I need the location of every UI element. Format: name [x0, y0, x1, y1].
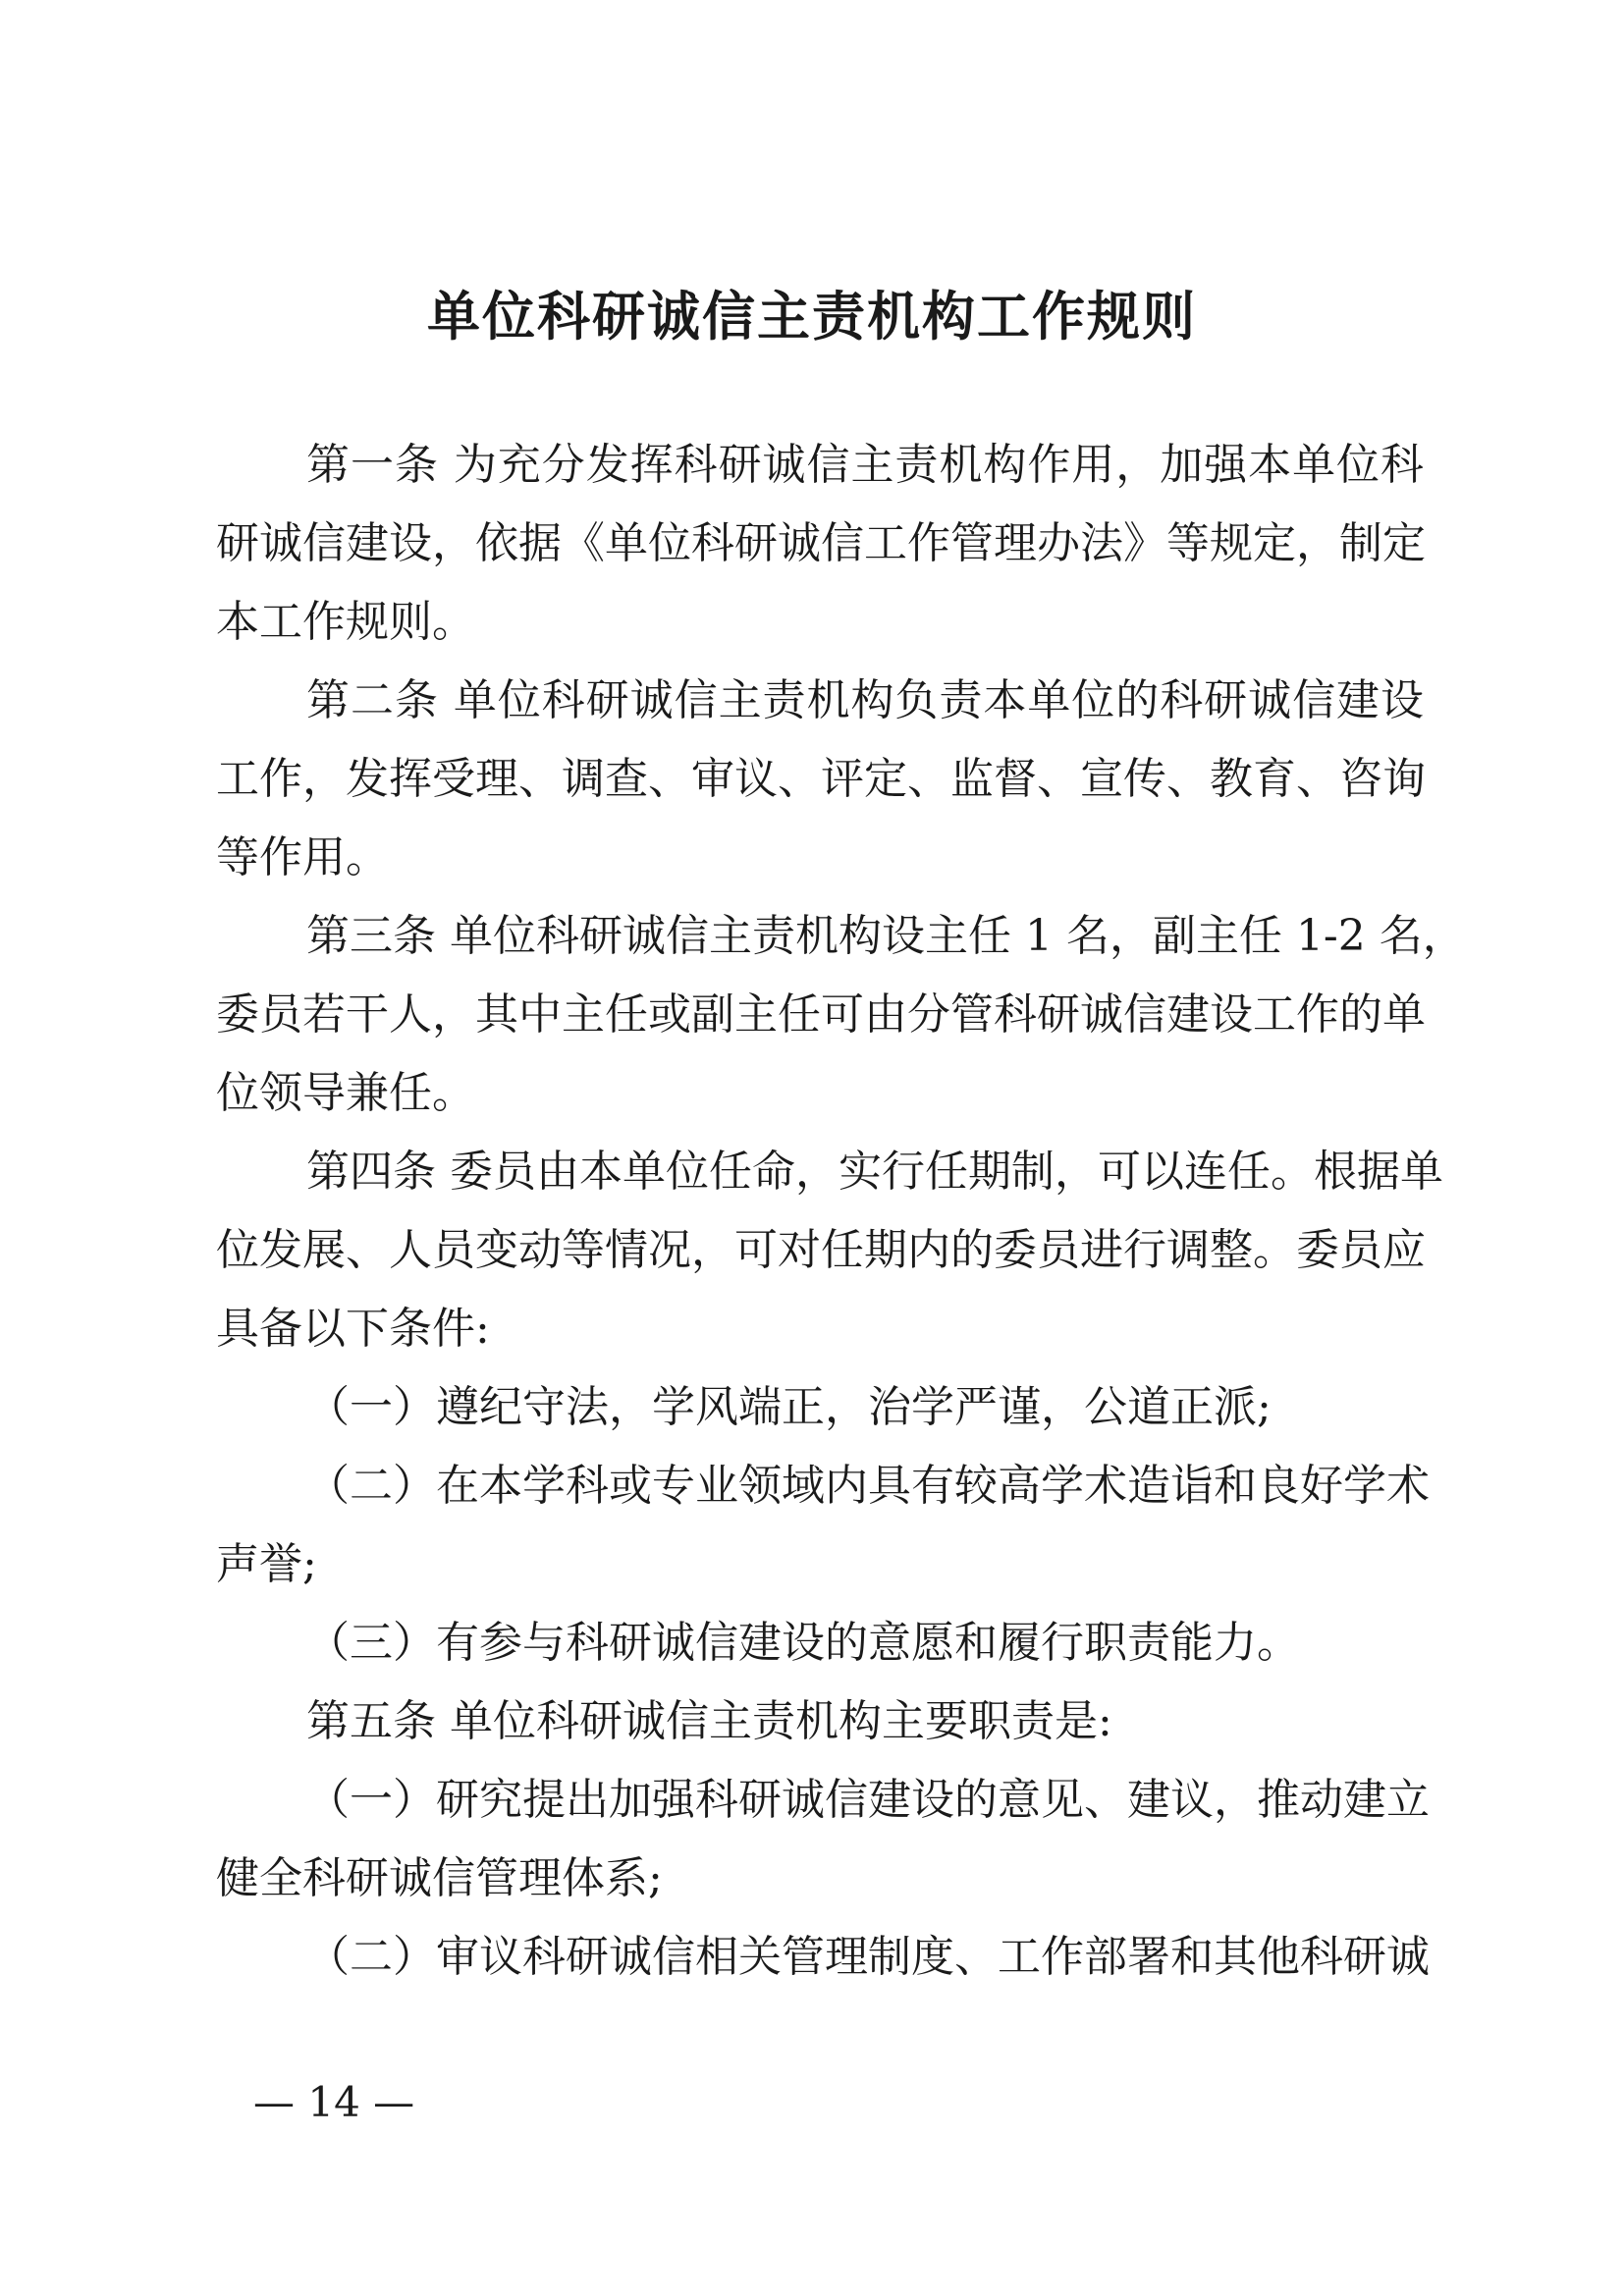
article-1-line-2: 研诚信建设，依据《单位科研诚信工作管理办法》等规定，制定	[216, 518, 1426, 568]
article-3-line-3: 位领导兼任。	[216, 1068, 475, 1118]
article-2-line-3: 等作用。	[216, 832, 389, 882]
article-4-item-1: （一）遵纪守法，学风端正，治学严谨，公道正派;	[306, 1382, 1272, 1432]
article-5-item-2-line-1: （二）审议科研诚信相关管理制度、工作部署和其他科研诚	[306, 1932, 1430, 1982]
article-4-item-3: （三）有参与科研诚信建设的意愿和履行职责能力。	[306, 1618, 1300, 1668]
article-4-item-2-line-2: 声誉;	[216, 1539, 317, 1589]
article-3-line-1: 第三条 单位科研诚信主责机构设主任 1 名，副主任 1-2 名，	[306, 911, 1466, 961]
page-number: — 14 —	[253, 2078, 415, 2126]
article-4-line-3: 具备以下条件:	[216, 1304, 490, 1354]
article-2-line-2: 工作，发挥受理、调查、审议、评定、监督、宣传、教育、咨询	[216, 754, 1426, 804]
article-4-item-2-line-1: （二）在本学科或专业领域内具有较高学术造诣和良好学术	[306, 1461, 1430, 1511]
article-1-line-3: 本工作规则。	[216, 597, 475, 647]
article-5-item-1-line-2: 健全科研诚信管理体系;	[216, 1853, 663, 1903]
article-3-line-2: 委员若干人，其中主任或副主任可由分管科研诚信建设工作的单	[216, 989, 1426, 1040]
article-4-line-2: 位发展、人员变动等情况，可对任期内的委员进行调整。委员应	[216, 1225, 1426, 1275]
article-5-item-1-line-1: （一）研究提出加强科研诚信建设的意见、建议，推动建立	[306, 1775, 1430, 1825]
document-title: 单位科研诚信主责机构工作规则	[427, 286, 1197, 347]
article-5-line-1: 第五条 单位科研诚信主责机构主要职责是:	[306, 1696, 1112, 1746]
article-2-line-1: 第二条 单位科研诚信主责机构负责本单位的科研诚信建设	[306, 675, 1424, 725]
article-1-line-1: 第一条 为充分发挥科研诚信主责机构作用，加强本单位科	[306, 440, 1424, 490]
article-4-line-1: 第四条 委员由本单位任命，实行任期制，可以连任。根据单	[306, 1147, 1443, 1197]
